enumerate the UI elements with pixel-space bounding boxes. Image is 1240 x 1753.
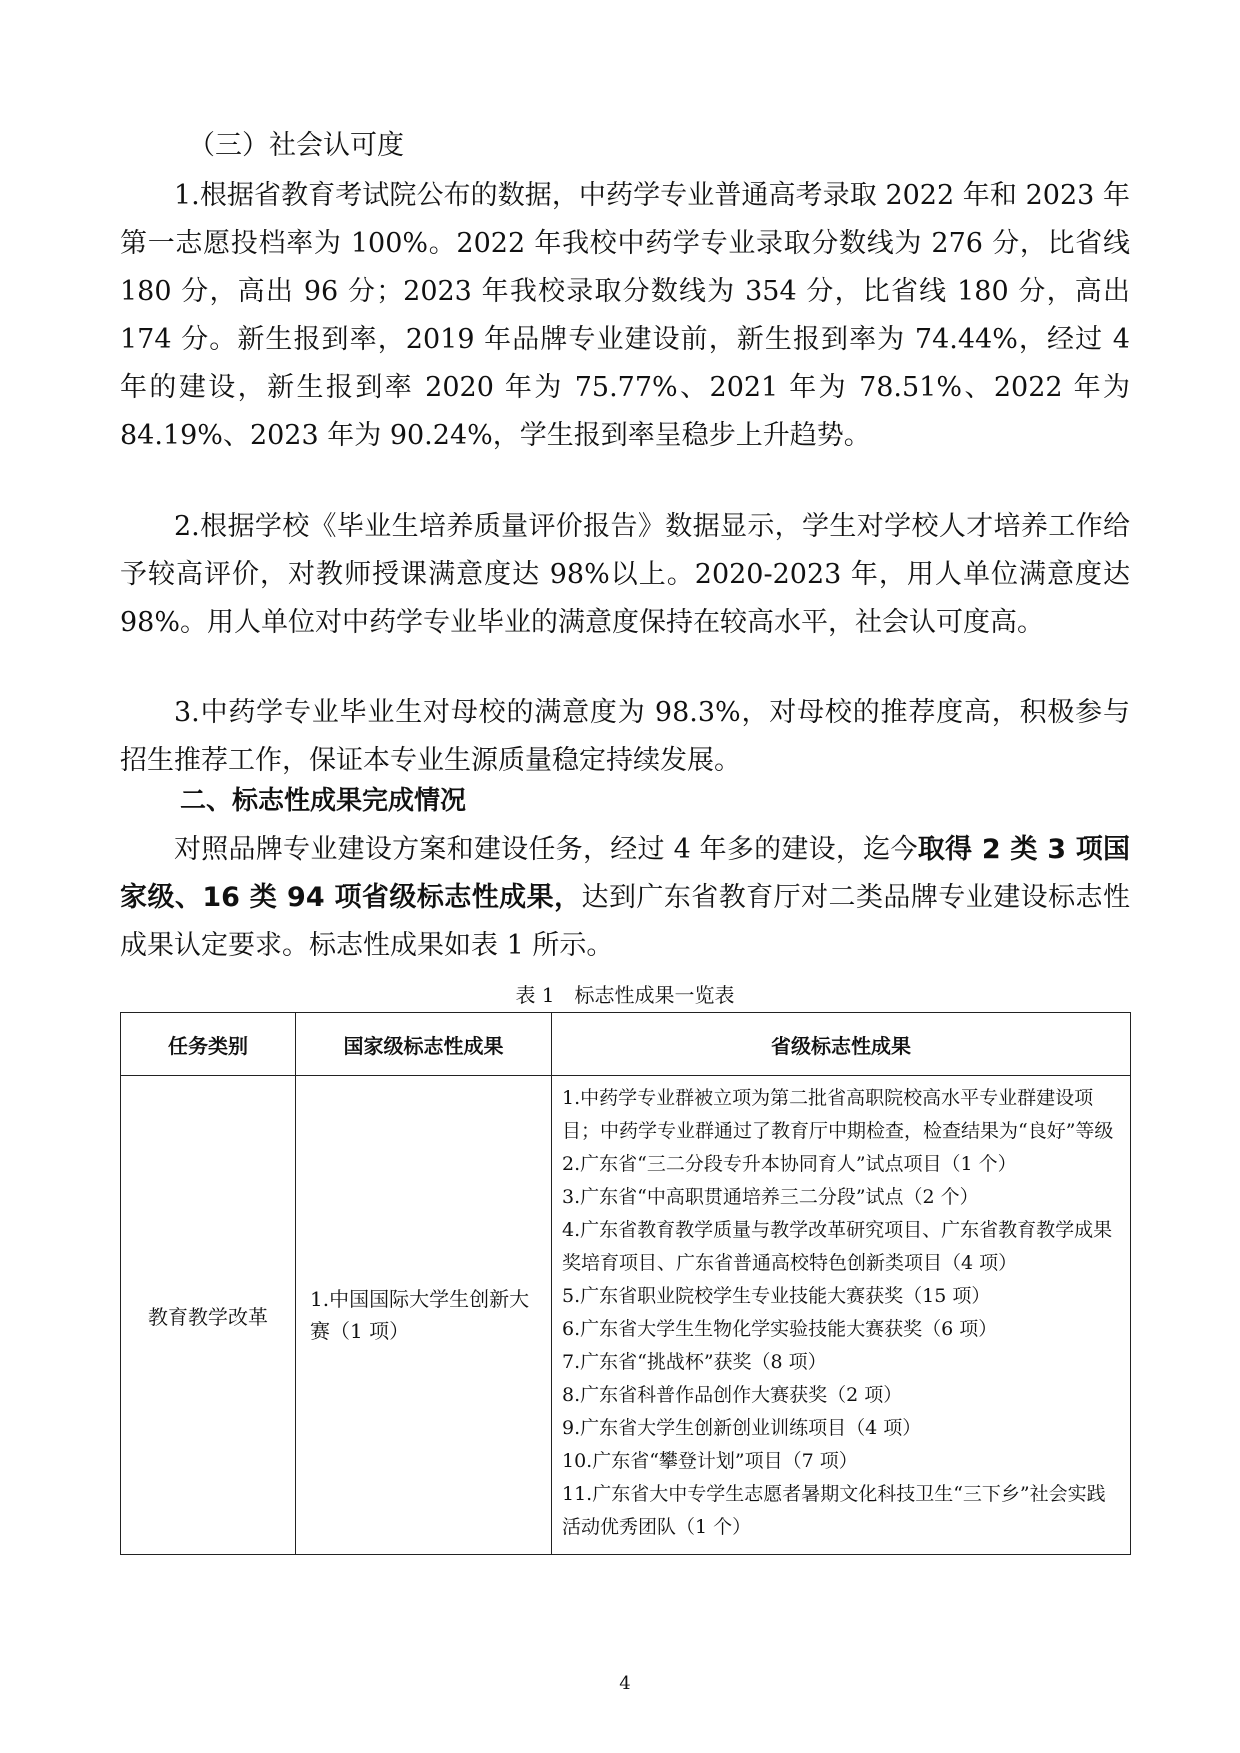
provincial-item: 8.广东省科普作品创作大赛获奖（2 项） [562, 1384, 903, 1406]
provincial-item: 11.广东省大中专学生志愿者暑期文化科技卫生“三下乡”社会实践活动优秀团队（1 个） [562, 1483, 1106, 1538]
page-number: 4 [619, 1673, 631, 1694]
provincial-item: 5.广东省职业院校学生专业技能大赛获奖（15 项） [562, 1285, 991, 1307]
paragraph-alumni: 3.中药学专业毕业生对母校的满意度为 98.3%，对母校的推荐度高，积极参与招生推荐工作，保证本专业生源质量稳定持续发展。 [120, 697, 1130, 776]
summary-text-after: 达到广东省教育厅对二类品牌专业建设标志性成果认定要求。标志性成果如表 1 所示。 [120, 882, 1130, 961]
header-category: 任务类别 [121, 1013, 296, 1076]
section-title: （三）社会认可度 [188, 130, 404, 161]
provincial-item: 4.广东省教育教学质量与教学改革研究项目、广东省教育教学成果奖培育项目、广东省普通高校特色创新类项目（4 项） [562, 1219, 1113, 1274]
summary-text-before: 对照品牌专业建设方案和建设任务，经过 4 年多的建设，迄今 [174, 834, 918, 865]
document-page [120, 0, 1130, 1753]
provincial-item: 1.中药学专业群被立项为第二批省高职院校高水平专业群建设项目；中药学专业群通过了教育厅中期检查，检查结果为“良好”等级 [562, 1087, 1114, 1142]
section-heading: 二、标志性成果完成情况 [180, 786, 467, 816]
provincial-item: 6.广东省大学生生物化学实验技能大赛获奖（6 项） [562, 1318, 998, 1340]
paragraph-enrollment: 1.根据省教育考试院公布的数据，中药学专业普通高考录取 2022 年和 2023 年第一志愿投档率为 100%。2022 年我校中药学专业录取分数线为 276 分，比省线 180 分，高出 96 分；2023 年我校录取分数线为 354 分，比省线 180 分，高出 174 分。新生报到率，2019 年品牌专业建设前，新生报到率为 74.44%，经过 4 年的建设，新生报到率 2020 年为 75.77%、2021 年为 78.51%、2022 年为 84.19%、2023 年为 90.24%，学生报到率呈稳步上升趋势。 [120, 180, 1130, 451]
provincial-item: 9.广东省大学生创新创业训练项目（4 项） [562, 1417, 922, 1439]
cell-provincial [552, 1076, 1131, 1555]
header-provincial: 省级标志性成果 [552, 1013, 1131, 1076]
paragraph-satisfaction: 2.根据学校《毕业生培养质量评价报告》数据显示，学生对学校人才培养工作给予较高评价，对教师授课满意度达 98%以上。2020-2023 年，用人单位满意度达 98%。用人单位对中药学专业毕业的满意度保持在较高水平，社会认可度高。 [120, 511, 1130, 638]
provincial-item: 10.广东省“攀登计划”项目（7 项） [562, 1450, 858, 1472]
paragraph-summary [120, 826, 1130, 970]
achievements-table [120, 1012, 1131, 1555]
summary-text-bold: 取得 2 类 3 项国家级、16 类 94 项省级标志性成果， [120, 834, 1130, 913]
cell-category: 教育教学改革 [121, 1076, 296, 1555]
table-row [121, 1076, 1131, 1555]
provincial-item: 2.广东省“三二分段专升本协同育人”试点项目（1 个） [562, 1153, 1017, 1175]
table-caption: 表 1 标志性成果一览表 [515, 983, 735, 1007]
table-header-row [121, 1013, 1131, 1076]
header-national: 国家级标志性成果 [296, 1013, 552, 1076]
provincial-item: 7.广东省“挑战杯”获奖（8 项） [562, 1351, 827, 1373]
cell-national: 1.中国国际大学生创新大赛（1 项） [296, 1076, 552, 1555]
provincial-item: 3.广东省“中高职贯通培养三二分段”试点（2 个） [562, 1186, 979, 1208]
